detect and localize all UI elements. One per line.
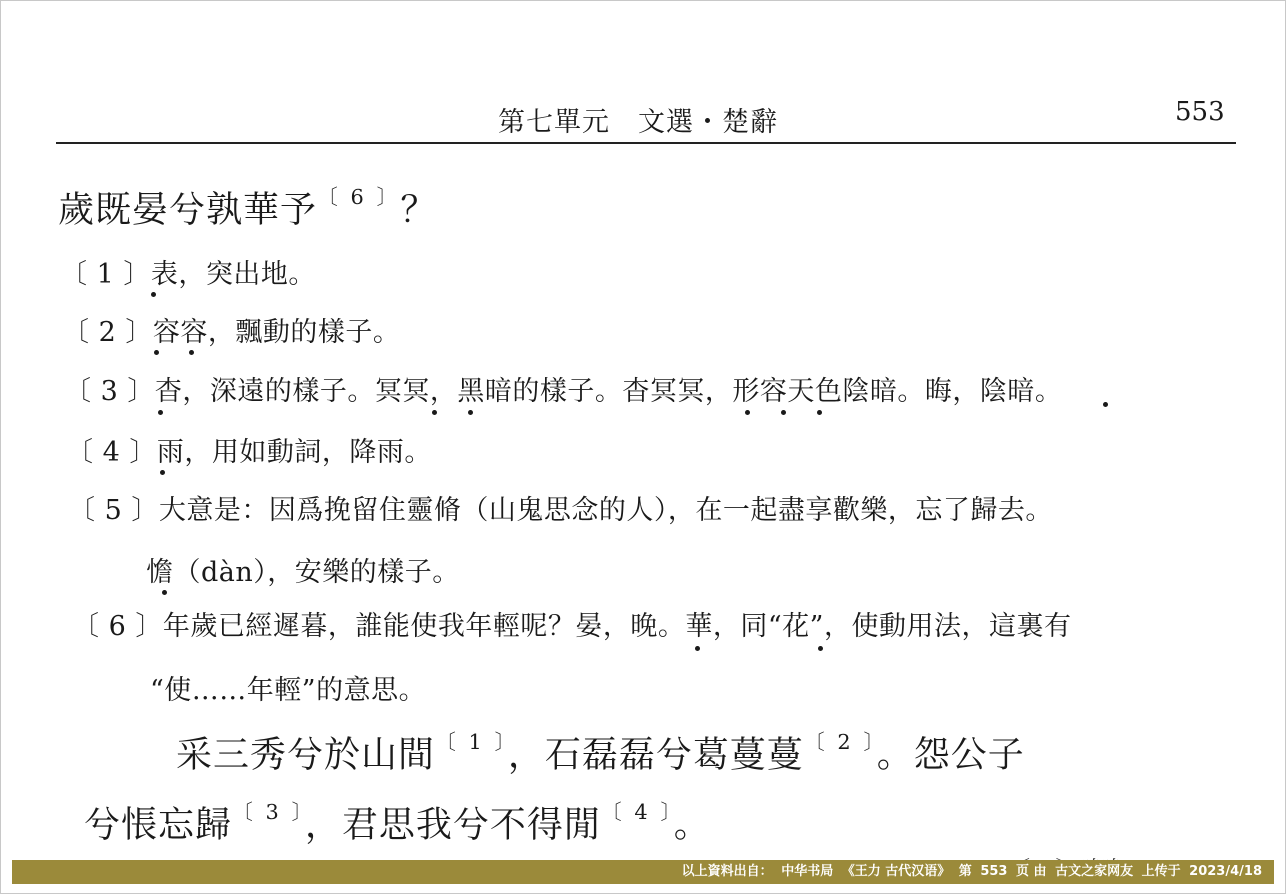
- note-6: [72, 604, 1071, 643]
- footer-prefix: 以上資料出自：: [681, 864, 773, 879]
- footer-date: 2023/4/18: [1189, 864, 1262, 879]
- note-text: 雨，用如動詞，降雨。: [156, 437, 432, 468]
- note-1: [60, 252, 316, 291]
- poem-text: ，石磊磊兮葛蔓蔓: [507, 734, 804, 776]
- note-5: [68, 488, 1053, 527]
- emphasis-dot: [818, 646, 823, 651]
- note-text: “使……年輕”的意思。: [150, 675, 427, 706]
- page-number: 553: [1175, 97, 1225, 127]
- note-number: 〔 4 〕: [66, 437, 157, 468]
- note-number: 〔 1 〕: [60, 259, 151, 290]
- poem-text: 兮悵忘歸: [84, 804, 233, 846]
- poem-line-1: [58, 180, 437, 233]
- note-text: 年歲已經遲暮，誰能使我年輕呢？晏，晚。華，同“花”，使動用法，這裏有: [162, 611, 1072, 642]
- note-number: 〔 5 〕: [68, 495, 159, 526]
- page-header-title: 第七單元 文選・楚辭: [498, 107, 778, 138]
- footnote-ref: 〔 4 〕: [600, 800, 674, 824]
- poem-line-3: [84, 795, 711, 848]
- note-6-continued: [150, 668, 426, 707]
- note-number: 〔 3 〕: [64, 376, 155, 407]
- poem-text: 。怨公子: [876, 734, 1025, 776]
- note-2: [62, 310, 400, 349]
- note-number: 〔 6 〕: [72, 611, 163, 642]
- emphasis-dot: [745, 410, 750, 415]
- emphasis-dot: [695, 646, 700, 651]
- note-text: 大意是：因爲挽留住靈脩（山鬼思念的人），在一起盡享歡樂，忘了歸去。: [158, 495, 1053, 526]
- emphasis-dot: [154, 350, 159, 355]
- footer-upload-label: 上传于: [1141, 864, 1181, 879]
- footnote-ref: 〔 3 〕: [232, 800, 305, 824]
- footer-page-label: 页 由: [1016, 864, 1047, 879]
- emphasis-dot: [162, 590, 167, 595]
- note-number: 〔 2 〕: [62, 317, 153, 348]
- emphasis-dot: [151, 292, 156, 297]
- header-rule: [56, 142, 1236, 144]
- emphasis-dot: [1103, 402, 1108, 407]
- note-text: 杳，深遠的樣子。冥冥，黑暗的樣子。杳冥冥，形容天色陰暗。晦，陰暗。: [154, 376, 1063, 407]
- poem-line-2: [176, 725, 1025, 778]
- emphasis-dot: [160, 470, 165, 475]
- note-5-continued: [146, 550, 460, 589]
- emphasis-dot: [817, 410, 822, 415]
- footnote-ref: 〔 2 〕: [803, 730, 877, 754]
- emphasis-dot: [468, 410, 473, 415]
- note-text: 憺（dàn），安樂的樣子。: [146, 557, 460, 588]
- footer-page-label: 第: [958, 864, 972, 879]
- note-text: 表，突出地。: [150, 259, 316, 290]
- poem-text: ，君思我兮不得閒: [304, 804, 601, 846]
- emphasis-dot: [781, 410, 786, 415]
- poem-text: 。: [673, 804, 711, 846]
- poem-punct: ？: [400, 189, 438, 231]
- footer-book: 《王力 古代汉语》: [841, 864, 951, 879]
- footnote-ref: 〔 6 〕: [317, 185, 401, 209]
- footnote-ref: 〔 1 〕: [435, 730, 508, 754]
- footer-uploader: 古文之家网友: [1055, 864, 1134, 879]
- footer-publisher: 中华书局: [781, 864, 834, 879]
- poem-text: 采三秀兮於山間: [176, 734, 436, 776]
- emphasis-dot: [189, 350, 194, 355]
- note-text: 容容，飄動的樣子。: [152, 317, 401, 348]
- note-4: [66, 430, 432, 469]
- emphasis-dot: [432, 410, 437, 415]
- note-3: [64, 369, 1062, 408]
- poem-text: 歲既晏兮孰華予: [58, 189, 318, 231]
- footer-page-number: 553: [980, 864, 1008, 879]
- emphasis-dot: [158, 410, 163, 415]
- source-footer-bar: [12, 860, 1274, 884]
